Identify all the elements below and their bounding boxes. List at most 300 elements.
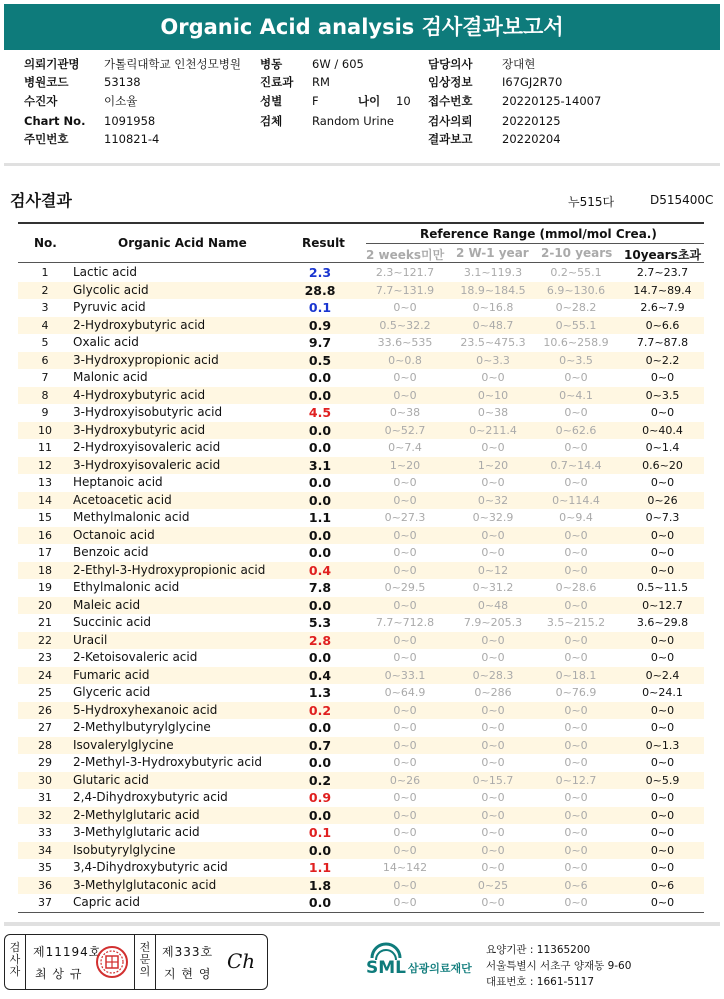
- ref-range-2w-1y: 0~31.2: [472, 581, 514, 594]
- table-row: [18, 754, 704, 772]
- table-row: [18, 387, 704, 405]
- table-row: [18, 597, 704, 615]
- result-value: 7.8: [308, 580, 332, 595]
- ref-range-2-10y: 6.9~130.6: [546, 283, 606, 297]
- acid-name: 5-Hydroxyhexanoic acid: [73, 702, 218, 717]
- acid-name: Glycolic acid: [73, 282, 149, 297]
- result-value: 0.0: [308, 527, 332, 543]
- result-value: 0.0: [308, 842, 332, 858]
- report-date-value: 20220204: [502, 132, 561, 146]
- ref-range-2w-1y: 0~0: [481, 546, 505, 559]
- ref-range-10y-plus: 0~0: [650, 528, 675, 542]
- institution-label: 의뢰기관명: [24, 57, 80, 71]
- table-row: [18, 527, 704, 545]
- ref-range-2w-1y: 0~0: [481, 441, 505, 454]
- result-value: 0.0: [308, 755, 332, 770]
- table-row: [18, 807, 704, 825]
- ref-range-2w-1y: 0~0: [481, 738, 505, 752]
- address: 서울특별시 서초구 양재동 9-60: [486, 960, 632, 972]
- result-value: 2.3: [308, 265, 332, 280]
- ref-range-2weeks: 0~0: [393, 756, 417, 769]
- table-row: [18, 352, 704, 370]
- table-row: [18, 702, 704, 720]
- row-number: 31: [38, 791, 52, 804]
- table-row: [18, 842, 704, 860]
- row-number: 15: [38, 511, 52, 524]
- ref-range-2-10y: 0~0: [564, 826, 588, 839]
- ref-range-2-10y: 0~28.6: [555, 581, 597, 594]
- sign-divider-3: [155, 935, 156, 989]
- row-number: 10: [38, 423, 52, 437]
- table-row: [18, 684, 704, 702]
- doctor-value: 장대현: [502, 57, 536, 71]
- table-row: [18, 859, 704, 877]
- acid-name: 2-Methylbutyrylglycine: [73, 720, 211, 734]
- ref-range-10y-plus: 0~0: [650, 703, 675, 717]
- ref-range-2-10y: 0~0: [564, 721, 588, 734]
- ref-range-10y-plus: 0~24.1: [642, 686, 683, 699]
- table-row: [18, 667, 704, 685]
- ref-range-2-10y: 0~28.2: [555, 301, 597, 314]
- result-value: 0.0: [308, 807, 332, 823]
- row-number: 33: [38, 826, 52, 839]
- table-row: [18, 422, 704, 440]
- acid-name: Fumaric acid: [73, 667, 150, 682]
- result-value: 4.5: [308, 405, 332, 420]
- ref-range-2w-1y: 0~15.7: [472, 773, 514, 787]
- row-number: 29: [38, 756, 52, 769]
- sex-value: F: [312, 94, 319, 108]
- ref-range-10y-plus: 0~40.4: [642, 423, 683, 437]
- ref-range-2-10y: 0~18.1: [555, 668, 597, 682]
- ref-range-2w-1y: 7.9~205.3: [463, 616, 523, 629]
- result-value: 0.5: [308, 352, 332, 368]
- chart-no-value: 1091958: [104, 114, 156, 128]
- logo-text: SML: [366, 958, 406, 978]
- ref-range-10y-plus: 0~5.9: [645, 773, 680, 787]
- table-row: [18, 334, 704, 352]
- header-divider: [4, 163, 720, 166]
- age-label: 나이: [358, 94, 381, 108]
- acid-name: 2-Ethyl-3-Hydroxypropionic acid: [73, 562, 266, 577]
- ref-range-2-10y: 0~55.1: [555, 318, 597, 332]
- acid-name: 3-Methylglutaconic acid: [73, 877, 217, 892]
- row-number: 7: [41, 371, 49, 384]
- acid-name: Malonic acid: [73, 370, 148, 384]
- table-row: [18, 544, 704, 562]
- result-value: 0.9: [308, 790, 332, 805]
- row-number: 6: [41, 353, 49, 367]
- ref-range-2weeks: 0~0: [393, 651, 417, 664]
- ref-range-2w-1y: 18.9~184.5: [460, 283, 526, 297]
- request-date-value: 20220125: [502, 114, 561, 128]
- row-number: 37: [38, 896, 52, 909]
- ref-range-2w-1y: 3.1~119.3: [463, 266, 523, 279]
- ref-range-10y-plus: 0~1.4: [645, 441, 680, 454]
- footer-info: [486, 942, 631, 990]
- table-row: [18, 789, 704, 807]
- row-number: 34: [38, 843, 52, 857]
- ref-range-10y-plus: 0~12.7: [642, 598, 683, 612]
- ref-range-2weeks: 0~0: [393, 388, 417, 402]
- ref-range-2w-1y: 0~0: [481, 896, 505, 909]
- table-row: [18, 369, 704, 387]
- ref-range-10y-plus: 0~6.6: [645, 318, 680, 332]
- acid-name: 3-Hydroxybutyric acid: [73, 422, 206, 437]
- ref-range-2-10y: 0~0: [564, 843, 588, 857]
- care-code: 요양기관 : 11365200: [486, 944, 591, 956]
- recipient-label: 수진자: [24, 94, 58, 108]
- report-date-label: 결과보고: [428, 132, 473, 146]
- table-row: [18, 824, 704, 842]
- result-value: 0.0: [308, 422, 332, 438]
- table-row: [18, 894, 704, 912]
- result-value: 0.0: [308, 440, 332, 455]
- acid-name: Isobutyrylglycine: [73, 842, 176, 857]
- ref-range-2w-1y: 0~0: [481, 843, 505, 857]
- table-row: [18, 632, 704, 650]
- acid-name: 2,4-Dihydroxybutyric acid: [73, 790, 228, 804]
- row-number: 35: [38, 861, 52, 874]
- ref-range-2weeks: 0~38: [389, 406, 421, 419]
- acid-name: Pyruvic acid: [73, 300, 146, 314]
- table-row: [18, 877, 704, 895]
- table-row: [18, 299, 704, 317]
- row-number: 23: [38, 651, 52, 664]
- table-row: [18, 474, 704, 492]
- ref-range-10y-plus: 7.7~87.8: [636, 336, 689, 349]
- acid-name: Oxalic acid: [73, 335, 139, 349]
- ref-range-2-10y: 0~4.1: [559, 388, 593, 402]
- ref-range-10y-plus: 0~3.5: [645, 388, 680, 402]
- ref-range-2weeks: 0~26: [389, 773, 421, 787]
- chart-no-label: Chart No.: [24, 114, 86, 128]
- ward-label: 병동: [260, 57, 283, 71]
- ref-range-2weeks: 0~52.7: [384, 423, 426, 437]
- ref-range-2w-1y: 0~0: [481, 703, 505, 717]
- ref-col-3-header: 2-10 years: [541, 246, 613, 260]
- acid-name: Acetoacetic acid: [73, 492, 172, 507]
- report-title: Organic Acid analysis 검사결과보고서: [4, 4, 720, 50]
- table-row: [18, 404, 704, 422]
- row-number: 11: [38, 441, 52, 454]
- footer-divider: [4, 922, 720, 926]
- result-value: 5.3: [308, 615, 332, 630]
- hospital-code-label: 병원코드: [24, 75, 69, 89]
- table-bottom-border: [18, 912, 704, 913]
- specimen-value: Random Urine: [312, 114, 394, 128]
- ref-range-2-10y: 0~0: [564, 791, 588, 804]
- ref-range-2-10y: 10.6~258.9: [543, 336, 609, 349]
- row-number: 9: [41, 406, 49, 419]
- specialist-label: 전문의: [139, 941, 151, 978]
- result-value: 2.8: [308, 632, 332, 648]
- acid-name: 3-Hydroxyisovaleric acid: [73, 457, 221, 472]
- ref-range-2-10y: 3.5~215.2: [546, 616, 606, 629]
- ref-range-2weeks: 33.6~535: [377, 336, 433, 349]
- ref-range-10y-plus: 0~26: [647, 493, 678, 507]
- ref-range-2weeks: 0~0: [393, 721, 417, 734]
- ref-range-10y-plus: 0~0: [650, 843, 675, 857]
- result-value: 0.0: [308, 650, 332, 665]
- acid-name: 3,4-Dihydroxybutyric acid: [73, 860, 228, 874]
- row-number: 27: [38, 721, 52, 734]
- ref-range-2-10y: 0~0: [564, 703, 588, 717]
- ref-range-2w-1y: 0~0: [481, 826, 505, 839]
- row-number: 14: [38, 493, 52, 507]
- row-number: 32: [38, 808, 52, 822]
- acid-name: 2-Methylglutaric acid: [73, 807, 200, 822]
- ref-range-2-10y: 0~0: [564, 756, 588, 769]
- acid-name: Lactic acid: [73, 265, 137, 279]
- row-number: 18: [38, 563, 52, 577]
- table-header-divider: [18, 262, 704, 263]
- ref-range-2-10y: 0~114.4: [552, 493, 600, 507]
- ref-range-2weeks: 14~142: [382, 861, 428, 874]
- ref-range-10y-plus: 0~2.2: [645, 353, 680, 367]
- tester-name: 최 상 규: [35, 967, 83, 981]
- ref-range-2-10y: 0~0: [564, 738, 588, 752]
- ref-range-10y-plus: 14.7~89.4: [633, 283, 692, 297]
- clinical-info-value: I67GJ2R70: [502, 75, 563, 89]
- ref-range-2weeks: 0~0: [393, 563, 417, 577]
- ref-range-10y-plus: 0.6~20: [642, 458, 683, 472]
- age-value: 10: [396, 94, 411, 108]
- ref-range-10y-plus: 0.5~11.5: [636, 581, 689, 594]
- table-row: [18, 737, 704, 755]
- ref-range-2w-1y: 0~12: [477, 563, 509, 577]
- org-name: 삼광의료재단: [408, 962, 472, 975]
- receipt-no-value: 20220125-14007: [502, 94, 602, 108]
- ref-range-2weeks: 7.7~131.9: [375, 283, 435, 297]
- ref-range-2-10y: 0~0: [564, 598, 588, 612]
- ref-range-2weeks: 0~64.9: [384, 686, 426, 699]
- ref-range-2w-1y: 1~20: [477, 458, 509, 472]
- table-row: [18, 509, 704, 527]
- ref-range-10y-plus: 0~0: [650, 651, 675, 664]
- acid-name: Capric acid: [73, 895, 140, 909]
- ref-range-2-10y: 0.2~55.1: [550, 266, 602, 279]
- ref-range-2weeks: 0~0.8: [388, 353, 422, 367]
- row-number: 17: [38, 546, 52, 559]
- result-value: 0.7: [308, 737, 332, 753]
- row-number: 8: [41, 388, 49, 402]
- row-number: 5: [41, 336, 49, 349]
- ref-col-4-header: 10years초과: [624, 248, 702, 262]
- acid-name: 3-Hydroxyisobutyric acid: [73, 405, 223, 419]
- ref-range-2weeks: 0~33.1: [384, 668, 426, 682]
- ref-range-2w-1y: 23.5~475.3: [460, 336, 526, 349]
- ref-range-2-10y: 0~0: [564, 546, 588, 559]
- institution-value: 가톨릭대학교 인천성모병원: [104, 57, 241, 71]
- table-row: [18, 579, 704, 597]
- table-row: [18, 772, 704, 790]
- ref-range-2weeks: 0~0: [393, 493, 417, 507]
- ref-range-2-10y: 0~62.6: [555, 423, 597, 437]
- ward-value: 6W / 605: [312, 57, 364, 71]
- ref-range-10y-plus: 0~0: [650, 896, 675, 909]
- ref-range-2w-1y: 0~25: [477, 878, 509, 892]
- row-number: 24: [38, 668, 52, 682]
- ref-range-2weeks: 0~0: [393, 371, 417, 384]
- specialist-name: 지 현 영: [164, 967, 212, 981]
- ref-range-10y-plus: 2.6~7.9: [640, 301, 685, 314]
- tester-no: 제11194호: [33, 945, 102, 959]
- table-row: [18, 562, 704, 580]
- ref-range-2w-1y: 0~3.3: [476, 353, 510, 367]
- acid-name: Isovalerylglycine: [73, 737, 174, 752]
- ref-range-2w-1y: 0~0: [481, 528, 505, 542]
- ref-range-2weeks: 0~0: [393, 878, 417, 892]
- result-value: 1.1: [308, 860, 332, 875]
- ref-col-2-header: 2 W-1 year: [456, 246, 529, 260]
- ref-range-10y-plus: 3.6~29.8: [636, 616, 689, 629]
- result-value: 1.8: [308, 877, 332, 893]
- ref-range-2weeks: 0~0: [393, 528, 417, 542]
- seal-stamp: [95, 945, 129, 979]
- row-number: 21: [38, 616, 52, 629]
- sign-divider: [25, 935, 26, 989]
- ref-range-2weeks: 0~27.3: [384, 511, 426, 524]
- ref-range-2w-1y: 0~28.3: [472, 668, 514, 682]
- ref-range-10y-plus: 0~0: [650, 826, 675, 839]
- ref-range-2weeks: 2.3~121.7: [375, 266, 435, 279]
- ref-range-2-10y: 0~12.7: [555, 773, 597, 787]
- ref-range-2-10y: 0~0: [564, 406, 588, 419]
- acid-name: 2-Hydroxybutyric acid: [73, 317, 206, 332]
- result-value: 0.9: [308, 317, 332, 333]
- table-row: [18, 457, 704, 475]
- ref-range-10y-plus: 0~0: [650, 406, 675, 419]
- ref-range-2weeks: 0~0: [393, 791, 417, 804]
- ref-range-2w-1y: 0~0: [481, 808, 505, 822]
- ref-range-2weeks: 0~0: [393, 633, 417, 647]
- acid-name: Ethylmalonic acid: [73, 580, 180, 594]
- tester-label: 검사자: [9, 941, 21, 978]
- section-code-1: 누515다: [568, 195, 615, 209]
- acid-name: Maleic acid: [73, 597, 141, 612]
- ref-range-2weeks: 1~20: [389, 458, 421, 472]
- ref-range-2w-1y: 0~48: [477, 598, 509, 612]
- ref-range-10y-plus: 0~0: [650, 791, 675, 804]
- result-value: 0.1: [308, 825, 332, 840]
- ref-range-2-10y: 0~0: [564, 371, 588, 384]
- result-value: 1.3: [308, 685, 332, 700]
- dept-value: RM: [312, 75, 330, 89]
- col-name-header: Organic Acid Name: [118, 236, 247, 250]
- section-code-2: D515400C: [650, 193, 714, 207]
- ref-range-2-10y: 0.7~14.4: [550, 458, 602, 472]
- acid-name: Succinic acid: [73, 615, 152, 629]
- acid-name: Uracil: [73, 632, 108, 647]
- row-number: 13: [38, 476, 52, 489]
- acid-name: Glyceric acid: [73, 685, 151, 699]
- ref-range-10y-plus: 0~0: [650, 808, 675, 822]
- ref-range-2weeks: 0~0: [393, 896, 417, 909]
- acid-name: Methylmalonic acid: [73, 510, 190, 524]
- ref-range-2-10y: 0~0: [564, 633, 588, 647]
- acid-name: Octanoic acid: [73, 527, 155, 542]
- result-value: 0.2: [308, 702, 332, 718]
- acid-name: 3-Hydroxypropionic acid: [73, 352, 219, 367]
- row-number: 28: [38, 738, 52, 752]
- ref-range-10y-plus: 0~0: [650, 633, 675, 647]
- result-value: 0.0: [308, 475, 332, 490]
- ref-col-1-header: 2 weeks미만: [366, 248, 445, 262]
- ref-range-2-10y: 0~0: [564, 808, 588, 822]
- table-row: [18, 614, 704, 632]
- recipient-value: 이소율: [104, 94, 138, 108]
- ref-range-10y-plus: 2.7~23.7: [636, 266, 689, 279]
- ref-range-10y-plus: 0~0: [650, 563, 675, 577]
- result-value: 9.7: [308, 335, 332, 350]
- specimen-label: 검체: [260, 114, 283, 128]
- result-value: 0.4: [308, 562, 332, 578]
- sign-divider-2: [134, 935, 135, 989]
- row-number: 12: [38, 458, 52, 472]
- table-row: [18, 264, 704, 282]
- ref-range-2w-1y: 0~0: [481, 633, 505, 647]
- ref-range-2-10y: 0~6: [564, 878, 588, 892]
- phone: 대표번호 : 1661-5117: [486, 976, 595, 988]
- ref-range-2w-1y: 0~0: [481, 476, 505, 489]
- row-number: 22: [38, 633, 52, 647]
- ref-range-2-10y: 0~0: [564, 861, 588, 874]
- acid-name: 4-Hydroxybutyric acid: [73, 387, 206, 402]
- ref-range-title: Reference Range (mmol/mol Crea.): [420, 227, 657, 241]
- ref-range-2weeks: 0~7.4: [388, 441, 422, 454]
- ref-range-2-10y: 0~0: [564, 563, 588, 577]
- signature-box: [4, 934, 268, 990]
- ref-range-2w-1y: 0~0: [481, 756, 505, 769]
- ref-range-2weeks: 0~0: [393, 808, 417, 822]
- result-value: 0.0: [308, 895, 332, 910]
- ref-range-10y-plus: 0~0: [650, 476, 675, 489]
- ref-range-2weeks: 0.5~32.2: [379, 318, 431, 332]
- ref-range-2weeks: 7.7~712.8: [375, 616, 435, 629]
- ref-range-10y-plus: 0~1.3: [645, 738, 680, 752]
- row-number: 2: [41, 283, 49, 297]
- ref-range-2-10y: 0~0: [564, 528, 588, 542]
- ref-range-2weeks: 0~0: [393, 476, 417, 489]
- col-no-header: No.: [34, 236, 57, 250]
- acid-name: 2-Ketoisovaleric acid: [73, 650, 198, 664]
- acid-name: 2-Hydroxyisovaleric acid: [73, 440, 221, 454]
- ref-range-2w-1y: 0~0: [481, 791, 505, 804]
- table-row: [18, 492, 704, 510]
- ref-range-2weeks: 0~0: [393, 546, 417, 559]
- table-top-border: [18, 222, 704, 224]
- table-row: [18, 317, 704, 335]
- ref-range-2w-1y: 0~211.4: [469, 423, 517, 437]
- result-value: 28.8: [304, 282, 336, 298]
- ref-range-10y-plus: 0~0: [650, 721, 675, 734]
- ref-range-10y-plus: 0~6: [650, 878, 675, 892]
- result-value: 0.0: [308, 370, 332, 385]
- hospital-code-value: 53138: [104, 75, 141, 89]
- ref-range-2weeks: 0~29.5: [384, 581, 426, 594]
- ref-range-10y-plus: 0~7.3: [645, 511, 680, 524]
- ref-range-2weeks: 0~0: [393, 598, 417, 612]
- ref-range-2-10y: 0~76.9: [555, 686, 597, 699]
- sml-logo: [366, 940, 478, 984]
- table-row: [18, 719, 704, 737]
- ref-range-2weeks: 0~0: [393, 301, 417, 314]
- row-number: 1: [41, 266, 49, 279]
- ref-range-10y-plus: 0~0: [650, 861, 675, 874]
- table-row: [18, 282, 704, 300]
- receipt-no-label: 접수번호: [428, 94, 473, 108]
